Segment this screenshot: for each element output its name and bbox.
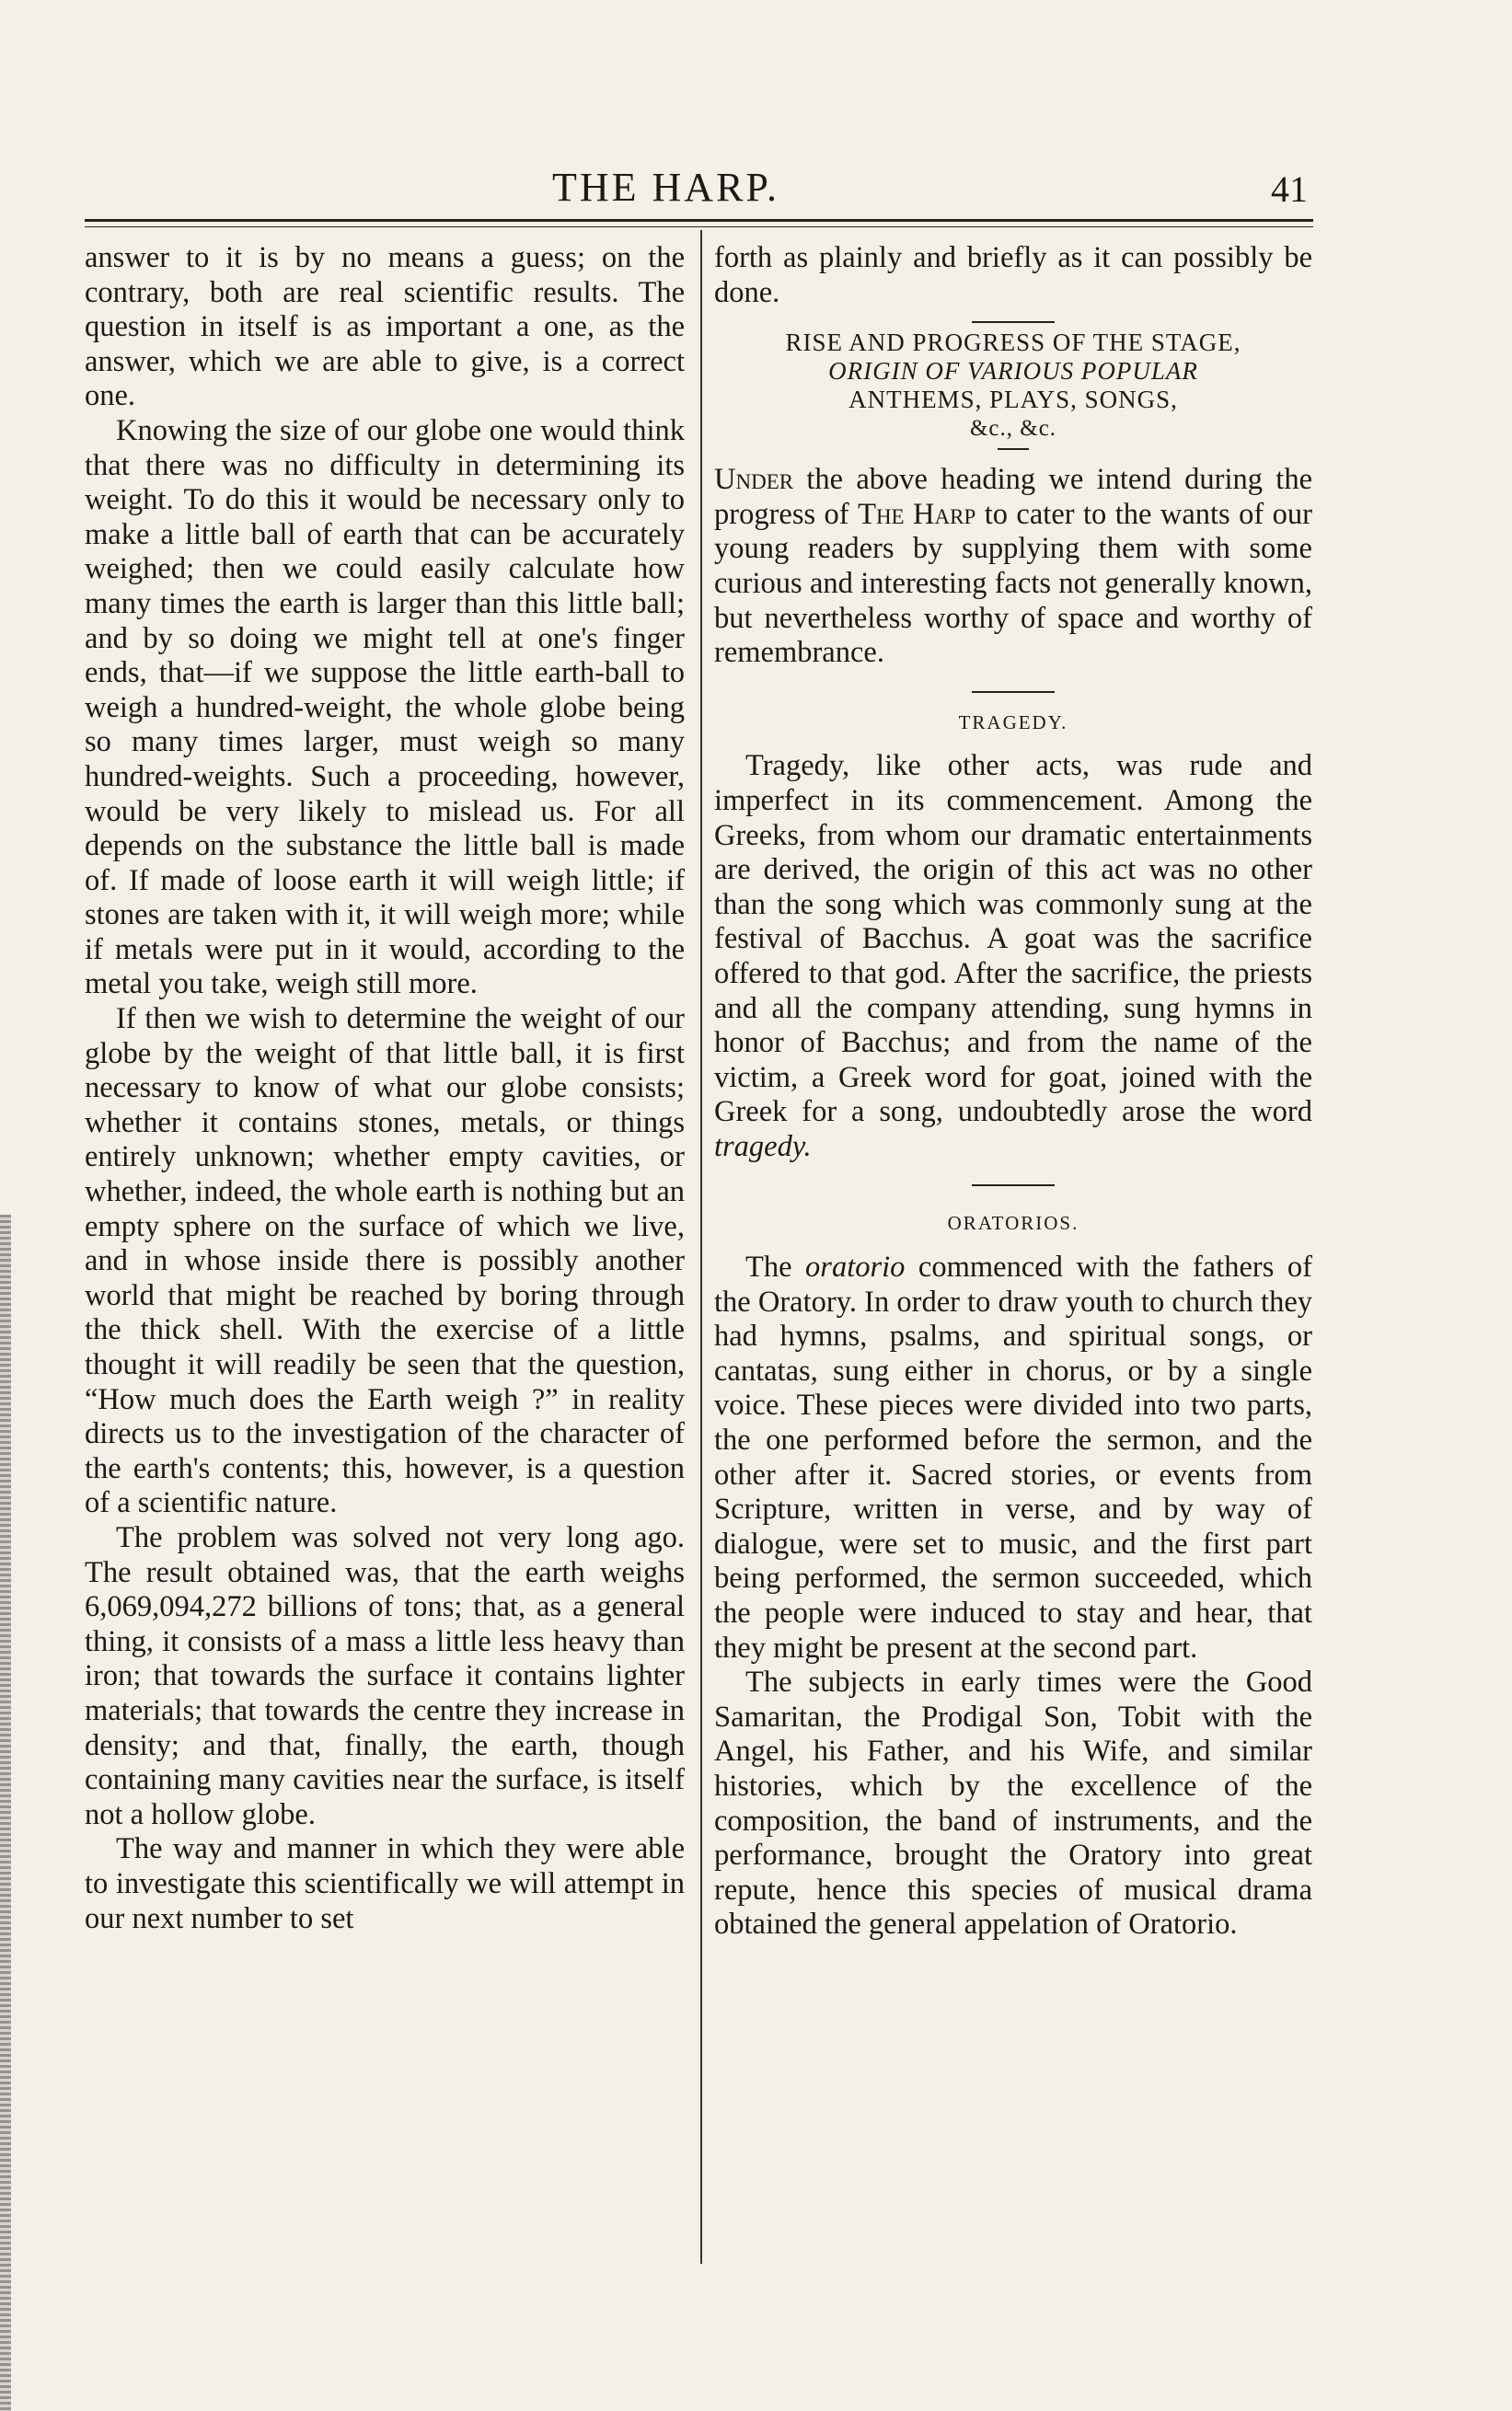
section-rule — [972, 691, 1055, 693]
continuation-paragraph: forth as plainly and briefly as it can possibly be done. — [714, 241, 1312, 309]
oratorios-heading: ORATORIOS. — [947, 1212, 1079, 1235]
section-heading-line-2: ORIGIN OF VARIOUS POPULAR — [828, 357, 1198, 386]
tragedy-paragraph — [714, 749, 1312, 1164]
article-paragraph: The way and manner in which they were able to investigate this scientifically we will attempt in our next number to set — [85, 1832, 685, 1935]
section-rule-small — [998, 448, 1029, 450]
header-rule-thin — [85, 226, 1313, 227]
running-head-title: THE HARP. — [552, 165, 780, 210]
column-divider — [700, 230, 702, 2264]
page-number: 41 — [1271, 168, 1308, 210]
oratorios-term: oratorio — [805, 1251, 906, 1285]
tragedy-text: Tragedy, like other acts, was rude and imperfect in its commencement. Among the Greeks, from whom our dramatic entertainments are derived, the origin of this act was no other than the song which was commonly sung at the festival of Bacchus. A goat was the sacrifice offered to that god. After the sacrifice, the priests and all the company attending, sung hymns in honor of Bacchus; and from the name of the victim, a Greek word for goat, joined with the Greek for a song, undoubtedly arose the word — [714, 749, 1312, 1129]
oratorios-paragraph-2: The subjects in early times were the Good Samaritan, the Prodigal Son, Tobit with the Angel, his Father, and his Wife, and similar histories, which by the excellence of the composition, the band of instruments, and the performance, brought the Oratory into great repute, hence this species of musical drama obtained the general appelation of Oratorio. — [714, 1666, 1312, 1942]
oratorios-paragraph — [714, 1251, 1312, 1666]
article-paragraph: answer to it is by no means a guess; on the contrary, both are real scientific results. The question in itself is as important a one, as the answer, which we are able to give, is a correct one. — [85, 241, 685, 413]
section-heading-line-1: RISE AND PROGRESS OF THE STAGE, — [785, 329, 1241, 357]
left-column — [85, 241, 685, 1936]
binding-edge — [0, 1215, 11, 2411]
right-column — [714, 241, 1312, 1943]
section-rule — [972, 321, 1055, 323]
intro-publication-name: The Harp — [858, 497, 976, 531]
intro-text-2: to cater to the wants of our young readers by supplying them with some curious and interesting facts not generally known, but nevertheless worthy of space and worthy of remembrance. — [714, 497, 1312, 670]
section-rule — [972, 1184, 1055, 1186]
tragedy-heading: TRAGEDY. — [958, 710, 1068, 733]
oratorios-text-1: The — [745, 1251, 806, 1285]
oratorios-text-2: commenced with the fathers of the Oratory. In order to draw youth to church they had hymns, psalms, and spiritual songs, or cantatas, sung either in chorus, or by a single voice. These pieces were divided into two parts, the one performed before the sermon, and the other after it. Sacred stories, or events from Scripture, written in verse, and by way of dialogue, were set to music, and the first part being performed, the sermon succeeded, which the people were induced to stay and hear, that they might be present at the second part. — [714, 1251, 1312, 1665]
article-paragraph: If then we wish to determine the weight of our globe by the weight of that little ball, it is first necessary to know of what our globe consists; whether it contains stones, metals, or things entirely unknown; whether empty cavities, or whether, indeed, the whole earth is nothing but an empty sphere on the surface of which we live, and in whose inside there is possibly another world that might be reached by boring through the thick shell. With the exercise of a little thought it will readily be seen that the question, “How much does the Earth weigh ?” in reality directs us to the investigation of the character of the earth's contents; this, however, is a question of a scientific nature. — [85, 1002, 685, 1520]
article-paragraph: The problem was solved not very long ago. The result obtained was, that the earth weighs 6,069,094,272 billions of tons; that, as a general thing, it consists of a mass a little less heavy than iron; that towards the surface it contains lighter materials; that towards the centre they increase in density; and that, finally, the earth, though containing many cavities near the surface, is itself not a hollow globe. — [85, 1520, 685, 1831]
section-heading-line-4: &c., &c. — [969, 416, 1057, 442]
section-heading-line-3: ANTHEMS, PLAYS, SONGS, — [848, 386, 1178, 414]
section-heading — [714, 329, 1312, 443]
article-paragraph: Knowing the size of our globe one would think that there was no difficulty in determining its weight. To do this it would be necessary only to make a little ball of earth that can be accurately weighed; then we could easily calculate how many times the earth is larger than this little ball; and by so doing we might tell at one's finger ends, that—if we suppose the little earth-ball to weigh a hundred-weight, the whole globe being so many times larger, must weigh so many hundred-weights. Such a proceeding, however, would be very likely to mislead us. For all depends on the substance the little ball is made of. If made of loose earth it will weigh little; if stones are taken with it, it will weigh more; while if metals were put in it would, according to the metal you take, weigh still more. — [85, 413, 685, 1001]
header-rule — [85, 219, 1313, 222]
intro-text-1: the above heading we intend during the progress of — [714, 463, 1312, 531]
intro-lead: Under — [714, 463, 794, 497]
tragedy-term: tragedy. — [714, 1129, 812, 1163]
intro-paragraph — [714, 463, 1312, 671]
